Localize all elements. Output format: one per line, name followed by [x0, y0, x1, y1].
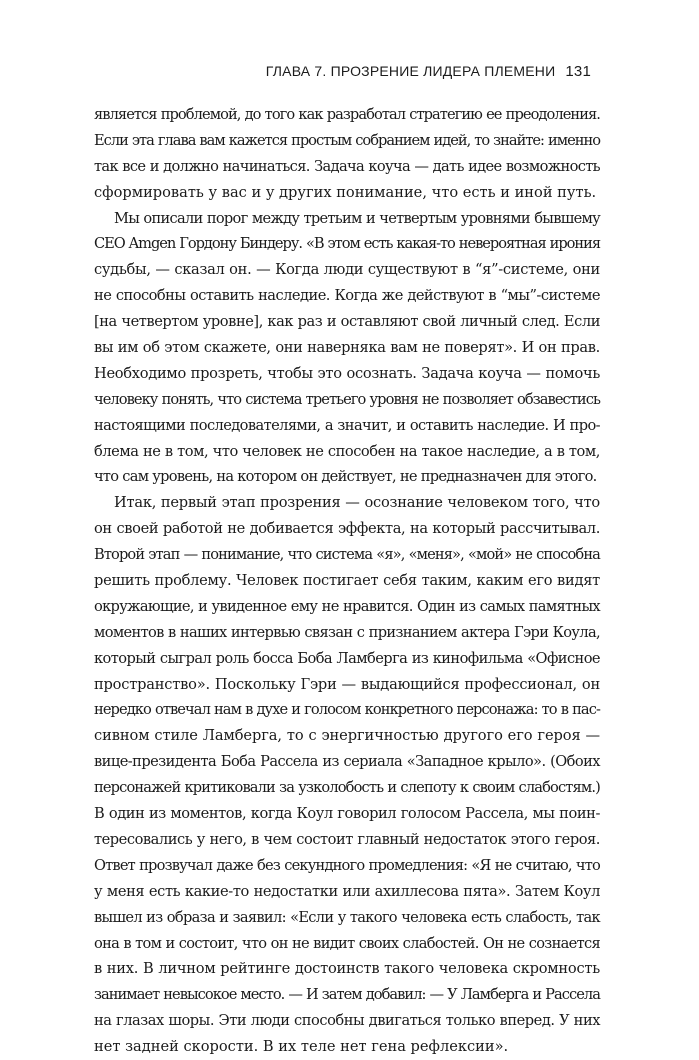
text-line: на глазах шоры. Эти люди способны двигаться только вперед. У них — [94, 1012, 600, 1030]
text-line: Ответ прозвучал даже без секундного промедления: «Я не считаю, что — [94, 856, 600, 874]
text-line: в них. В личном рейтинге достоинств такого человека скромность — [94, 960, 600, 978]
text-line: у меня есть какие-то недостатки или ахиллесова пята». Затем Коул — [94, 882, 600, 900]
text-line: вы им об этом скажете, они наверняка вам не поверят». И он прав. — [94, 339, 600, 357]
chapter-title: ГЛАВА 7. ПРОЗРЕНИЕ ЛИДЕРА ПЛЕМЕНИ — [265, 63, 556, 79]
running-head — [266, 63, 591, 80]
text-line: занимает невысокое место. — И затем добавил: — У Ламберга и Рассела — [94, 986, 600, 1004]
text-line: пространство». Поскольку Гэри — выдающийся профессионал, он — [94, 675, 600, 693]
text-line: тересовались у него, в чем состоит главный недостаток этого героя. — [94, 830, 600, 848]
text-line: так все и должно начинаться. Задача коуча — дать идее возможность — [94, 157, 600, 175]
text-line: Мы описали порог между третьим и четвертым уровнями бывшему — [114, 209, 600, 227]
text-line: Итак, первый этап прозрения — осознание человеком того, что — [114, 494, 600, 512]
text-line: моментов в наших интервью связан с признанием актера Гэри Коула, — [94, 623, 600, 641]
paragraph — [94, 102, 600, 206]
text-line: он своей работой не добивается эффекта, на который рассчитывал. — [94, 520, 600, 538]
text-line: судьбы, — сказал он. — Когда люди существуют в “я”-системе, они — [94, 261, 600, 279]
text-line: [на четвертом уровне], как раз и оставляют свой личный след. Если — [94, 313, 600, 331]
text-line: является проблемой, до того как разработал стратегию ее преодоления. — [94, 106, 600, 123]
text-line: сформировать у вас и у других понимание, что есть и иной путь. — [94, 183, 597, 201]
text-line: CEO Amgen Гордону Биндеру. «В этом есть какая-то невероятная ирония — [94, 235, 600, 253]
text-line: который сыграл роль босса Боба Ламберга из кинофильма «Офисное — [94, 649, 600, 667]
text-line: блема не в том, что человек не способен на такое наследие, а в том, — [94, 442, 600, 460]
text-line: она в том и состоит, что он не видит своих слабостей. Он не сознается — [94, 934, 600, 952]
page-number: 131 — [565, 63, 591, 80]
text-line: Если эта глава вам кажется простым собранием идей, то знайте: именно — [94, 131, 600, 149]
text-line: окружающие, и увиденное ему не нравится. Один из самых памятных — [94, 597, 600, 615]
text-line: вице-президента Боба Рассела из сериала «Западное крыло». (Обоих — [94, 753, 600, 771]
text-line: нет задней скорости. В их теле нет гена рефлексии». — [94, 1038, 509, 1056]
text-line: сивном стиле Ламберга, то с энергичностью другого его героя — — [94, 727, 600, 745]
paragraph — [94, 206, 600, 491]
text-line: настоящими последователями, а значит, и оставить наследие. И про- — [94, 416, 600, 434]
text-line: В один из моментов, когда Коул говорил голосом Рассела, мы поин- — [94, 805, 600, 823]
text-line: не способны оставить наследие. Когда же действуют в “мы”-системе — [94, 287, 600, 305]
paragraph — [94, 490, 600, 1060]
text-line: Необходимо прозреть, чтобы это осознать. Задача коуча — помочь — [94, 364, 600, 382]
text-line: что сам уровень, на котором он действует, не предназначен для этого. — [94, 468, 597, 486]
text-line: решить проблему. Человек постигает себя таким, каким его видят — [94, 572, 600, 590]
text-line: нередко отвечал нам в духе и голосом конкретного персонажа: то в пас- — [94, 701, 600, 719]
text-line: персонажей критиковали за узколобость и слепоту к своим слабостям.) — [94, 779, 600, 797]
text-line: вышел из образа и заявил: «Если у такого человека есть слабость, так — [94, 908, 600, 926]
body-text — [94, 102, 600, 1060]
text-line: человеку понять, что система третьего уровня не позволяет обзавестись — [94, 390, 600, 408]
text-line: Второй этап — понимание, что система «я», «меня», «мой» не способна — [94, 546, 600, 564]
